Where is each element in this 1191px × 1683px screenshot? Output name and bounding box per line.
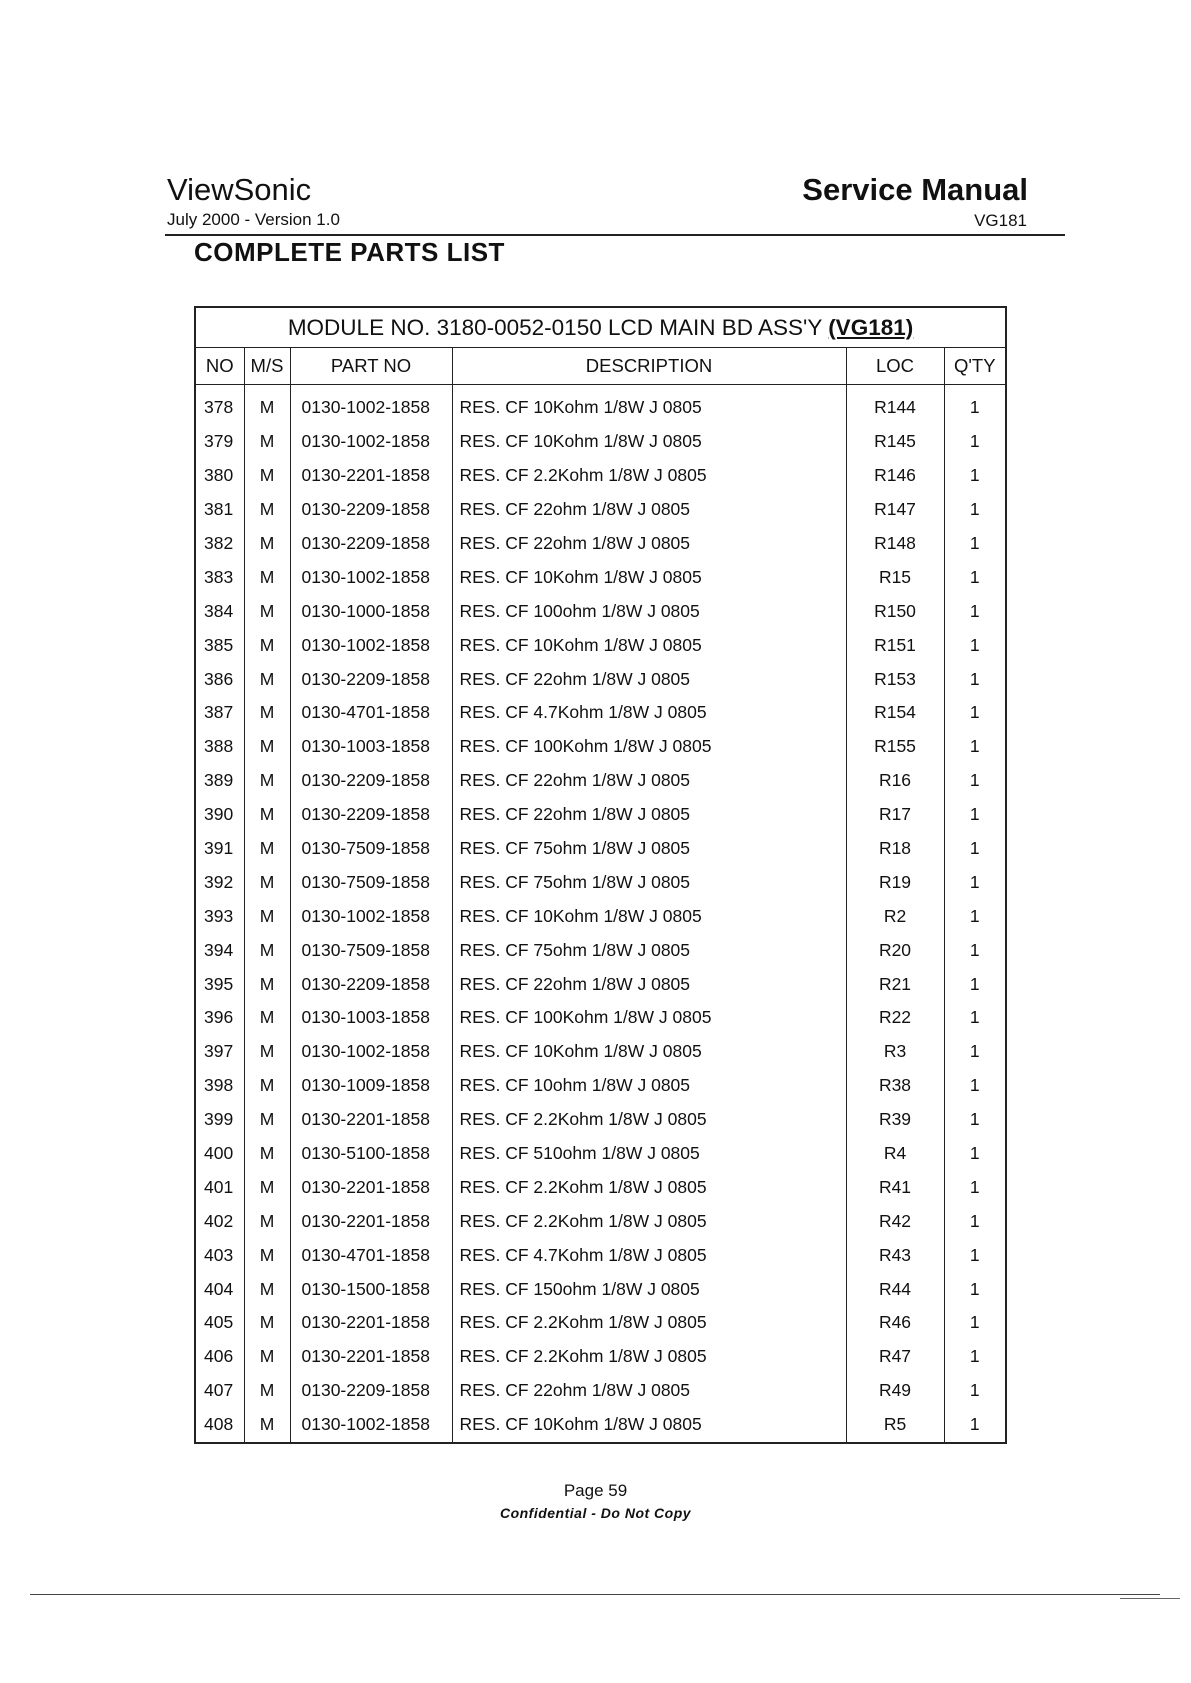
row-part-no: 0130-2209-1858 <box>290 662 452 696</box>
row-loc: R147 <box>846 493 944 527</box>
table-row <box>195 662 1006 696</box>
row-no: 405 <box>195 1306 244 1340</box>
row-description: RES. CF 10Kohm 1/8W J 0805 <box>452 425 846 459</box>
row-part-no: 0130-1002-1858 <box>290 628 452 662</box>
parts-table-body <box>195 385 1006 1443</box>
row-part-no: 0130-2209-1858 <box>290 493 452 527</box>
row-description: RES. CF 22ohm 1/8W J 0805 <box>452 662 846 696</box>
row-loc: R43 <box>846 1238 944 1272</box>
row-description: RES. CF 4.7Kohm 1/8W J 0805 <box>452 1238 846 1272</box>
row-qty: 1 <box>944 493 1006 527</box>
module-title <box>195 307 1006 348</box>
col-part-no: PART NO <box>290 348 452 385</box>
table-row <box>195 560 1006 594</box>
row-loc: R42 <box>846 1204 944 1238</box>
row-part-no: 0130-7509-1858 <box>290 832 452 866</box>
row-description: RES. CF 510ohm 1/8W J 0805 <box>452 1137 846 1171</box>
row-no: 407 <box>195 1374 244 1408</box>
row-ms: M <box>244 1069 290 1103</box>
confidential-notice: Confidential - Do Not Copy <box>499 1505 692 1521</box>
row-description: RES. CF 2.2Kohm 1/8W J 0805 <box>452 1170 846 1204</box>
row-part-no: 0130-2201-1858 <box>290 1103 452 1137</box>
row-part-no: 0130-4701-1858 <box>290 1238 452 1272</box>
row-part-no: 0130-1002-1858 <box>290 560 452 594</box>
row-loc: R44 <box>846 1272 944 1306</box>
row-no: 395 <box>195 967 244 1001</box>
row-no: 380 <box>195 459 244 493</box>
col-qty: Q'TY <box>944 348 1006 385</box>
row-ms: M <box>244 798 290 832</box>
row-no: 382 <box>195 527 244 561</box>
col-ms: M/S <box>244 348 290 385</box>
row-qty: 1 <box>944 1103 1006 1137</box>
row-qty: 1 <box>944 764 1006 798</box>
row-ms: M <box>244 662 290 696</box>
row-description: RES. CF 4.7Kohm 1/8W J 0805 <box>452 696 846 730</box>
row-ms: M <box>244 628 290 662</box>
column-header-row <box>195 348 1006 385</box>
row-qty: 1 <box>944 1408 1006 1443</box>
row-ms: M <box>244 1272 290 1306</box>
row-ms: M <box>244 594 290 628</box>
header-divider <box>165 234 1065 236</box>
table-row <box>195 798 1006 832</box>
row-no: 379 <box>195 425 244 459</box>
row-no: 403 <box>195 1238 244 1272</box>
row-description: RES. CF 2.2Kohm 1/8W J 0805 <box>452 1204 846 1238</box>
table-row <box>195 1408 1006 1443</box>
table-row <box>195 385 1006 425</box>
row-description: RES. CF 10Kohm 1/8W J 0805 <box>452 1408 846 1443</box>
row-description: RES. CF 22ohm 1/8W J 0805 <box>452 764 846 798</box>
row-loc: R19 <box>846 865 944 899</box>
row-part-no: 0130-7509-1858 <box>290 865 452 899</box>
row-description: RES. CF 10ohm 1/8W J 0805 <box>452 1069 846 1103</box>
row-no: 406 <box>195 1340 244 1374</box>
row-description: RES. CF 2.2Kohm 1/8W J 0805 <box>452 1340 846 1374</box>
row-no: 397 <box>195 1035 244 1069</box>
row-ms: M <box>244 1001 290 1035</box>
table-row <box>195 425 1006 459</box>
row-qty: 1 <box>944 1238 1006 1272</box>
row-ms: M <box>244 832 290 866</box>
module-header-row <box>195 307 1006 348</box>
row-description: RES. CF 2.2Kohm 1/8W J 0805 <box>452 1306 846 1340</box>
row-loc: R2 <box>846 899 944 933</box>
row-no: 394 <box>195 933 244 967</box>
table-row <box>195 459 1006 493</box>
row-loc: R16 <box>846 764 944 798</box>
row-part-no: 0130-1002-1858 <box>290 1408 452 1443</box>
row-qty: 1 <box>944 832 1006 866</box>
row-qty: 1 <box>944 1001 1006 1035</box>
row-no: 390 <box>195 798 244 832</box>
row-no: 387 <box>195 696 244 730</box>
row-ms: M <box>244 527 290 561</box>
row-loc: R154 <box>846 696 944 730</box>
row-qty: 1 <box>944 1170 1006 1204</box>
table-row <box>195 1204 1006 1238</box>
row-part-no: 0130-2209-1858 <box>290 1374 452 1408</box>
row-description: RES. CF 22ohm 1/8W J 0805 <box>452 493 846 527</box>
row-part-no: 0130-2201-1858 <box>290 1340 452 1374</box>
row-loc: R148 <box>846 527 944 561</box>
row-description: RES. CF 100Kohm 1/8W J 0805 <box>452 730 846 764</box>
col-no: NO <box>195 348 244 385</box>
row-loc: R3 <box>846 1035 944 1069</box>
row-qty: 1 <box>944 1340 1006 1374</box>
row-qty: 1 <box>944 1069 1006 1103</box>
row-loc: R41 <box>846 1170 944 1204</box>
table-row <box>195 899 1006 933</box>
section-title: COMPLETE PARTS LIST <box>194 237 505 267</box>
table-row <box>195 730 1006 764</box>
table-row <box>195 1001 1006 1035</box>
col-description: DESCRIPTION <box>452 348 846 385</box>
row-no: 386 <box>195 662 244 696</box>
row-description: RES. CF 75ohm 1/8W J 0805 <box>452 865 846 899</box>
row-loc: R17 <box>846 798 944 832</box>
row-ms: M <box>244 1374 290 1408</box>
row-loc: R153 <box>846 662 944 696</box>
row-qty: 1 <box>944 385 1006 425</box>
footer-divider <box>30 1594 1160 1595</box>
table-row <box>195 594 1006 628</box>
row-no: 388 <box>195 730 244 764</box>
row-qty: 1 <box>944 730 1006 764</box>
row-qty: 1 <box>944 933 1006 967</box>
table-row <box>195 493 1006 527</box>
model-number: VG181 <box>974 211 1027 230</box>
row-part-no: 0130-2201-1858 <box>290 1306 452 1340</box>
row-ms: M <box>244 1238 290 1272</box>
row-loc: R38 <box>846 1069 944 1103</box>
row-part-no: 0130-1000-1858 <box>290 594 452 628</box>
row-ms: M <box>244 425 290 459</box>
row-no: 389 <box>195 764 244 798</box>
row-no: 400 <box>195 1137 244 1171</box>
row-qty: 1 <box>944 899 1006 933</box>
row-qty: 1 <box>944 967 1006 1001</box>
row-part-no: 0130-1002-1858 <box>290 425 452 459</box>
row-no: 408 <box>195 1408 244 1443</box>
row-description: RES. CF 22ohm 1/8W J 0805 <box>452 527 846 561</box>
row-qty: 1 <box>944 459 1006 493</box>
row-part-no: 0130-1002-1858 <box>290 1035 452 1069</box>
row-no: 391 <box>195 832 244 866</box>
table-row <box>195 832 1006 866</box>
row-loc: R21 <box>846 967 944 1001</box>
row-loc: R145 <box>846 425 944 459</box>
row-description: RES. CF 75ohm 1/8W J 0805 <box>452 933 846 967</box>
row-loc: R5 <box>846 1408 944 1443</box>
module-prefix: MODULE NO. 3180-0052-0150 LCD MAIN BD ASS'Y <box>287 314 829 340</box>
row-part-no: 0130-2201-1858 <box>290 459 452 493</box>
row-ms: M <box>244 764 290 798</box>
row-qty: 1 <box>944 1204 1006 1238</box>
row-no: 383 <box>195 560 244 594</box>
row-part-no: 0130-1009-1858 <box>290 1069 452 1103</box>
row-description: RES. CF 22ohm 1/8W J 0805 <box>452 967 846 1001</box>
table-row <box>195 527 1006 561</box>
row-loc: R144 <box>846 385 944 425</box>
row-part-no: 0130-2209-1858 <box>290 764 452 798</box>
row-qty: 1 <box>944 1137 1006 1171</box>
row-description: RES. CF 150ohm 1/8W J 0805 <box>452 1272 846 1306</box>
row-ms: M <box>244 967 290 1001</box>
row-qty: 1 <box>944 1272 1006 1306</box>
row-part-no: 0130-2201-1858 <box>290 1204 452 1238</box>
table-row <box>195 1306 1006 1340</box>
row-description: RES. CF 75ohm 1/8W J 0805 <box>452 832 846 866</box>
row-loc: R18 <box>846 832 944 866</box>
table-row <box>195 628 1006 662</box>
row-qty: 1 <box>944 1035 1006 1069</box>
row-loc: R146 <box>846 459 944 493</box>
row-description: RES. CF 2.2Kohm 1/8W J 0805 <box>452 1103 846 1137</box>
row-ms: M <box>244 1340 290 1374</box>
row-no: 378 <box>195 385 244 425</box>
row-no: 384 <box>195 594 244 628</box>
row-ms: M <box>244 933 290 967</box>
row-no: 385 <box>195 628 244 662</box>
row-ms: M <box>244 1204 290 1238</box>
row-part-no: 0130-5100-1858 <box>290 1137 452 1171</box>
row-part-no: 0130-1002-1858 <box>290 899 452 933</box>
footer-divider-short <box>1120 1598 1180 1599</box>
row-description: RES. CF 22ohm 1/8W J 0805 <box>452 798 846 832</box>
col-loc: LOC <box>846 348 944 385</box>
row-no: 401 <box>195 1170 244 1204</box>
row-qty: 1 <box>944 865 1006 899</box>
row-ms: M <box>244 1035 290 1069</box>
row-description: RES. CF 100Kohm 1/8W J 0805 <box>452 1001 846 1035</box>
row-loc: R15 <box>846 560 944 594</box>
row-ms: M <box>244 1170 290 1204</box>
table-row <box>195 1374 1006 1408</box>
row-ms: M <box>244 459 290 493</box>
table-row <box>195 1170 1006 1204</box>
row-part-no: 0130-1003-1858 <box>290 1001 452 1035</box>
row-description: RES. CF 10Kohm 1/8W J 0805 <box>452 560 846 594</box>
parts-table <box>194 306 1007 1444</box>
table-row <box>195 1340 1006 1374</box>
row-loc: R4 <box>846 1137 944 1171</box>
row-description: RES. CF 22ohm 1/8W J 0805 <box>452 1374 846 1408</box>
row-ms: M <box>244 696 290 730</box>
row-description: RES. CF 10Kohm 1/8W J 0805 <box>452 628 846 662</box>
row-part-no: 0130-2209-1858 <box>290 527 452 561</box>
date-version: July 2000 - Version 1.0 <box>167 210 340 229</box>
table-row <box>195 696 1006 730</box>
row-description: RES. CF 10Kohm 1/8W J 0805 <box>452 899 846 933</box>
row-ms: M <box>244 865 290 899</box>
row-loc: R47 <box>846 1340 944 1374</box>
row-ms: M <box>244 385 290 425</box>
row-loc: R46 <box>846 1306 944 1340</box>
row-no: 402 <box>195 1204 244 1238</box>
row-loc: R151 <box>846 628 944 662</box>
row-description: RES. CF 10Kohm 1/8W J 0805 <box>452 1035 846 1069</box>
brand-name: ViewSonic <box>167 172 312 207</box>
row-description: RES. CF 100ohm 1/8W J 0805 <box>452 594 846 628</box>
row-loc: R155 <box>846 730 944 764</box>
table-row <box>195 1238 1006 1272</box>
row-qty: 1 <box>944 628 1006 662</box>
row-part-no: 0130-1500-1858 <box>290 1272 452 1306</box>
row-ms: M <box>244 1137 290 1171</box>
row-part-no: 0130-2201-1858 <box>290 1170 452 1204</box>
row-part-no: 0130-7509-1858 <box>290 933 452 967</box>
table-row <box>195 1137 1006 1171</box>
module-model: (VG181) <box>828 314 914 340</box>
row-loc: R20 <box>846 933 944 967</box>
row-qty: 1 <box>944 696 1006 730</box>
row-qty: 1 <box>944 798 1006 832</box>
row-ms: M <box>244 899 290 933</box>
row-ms: M <box>244 493 290 527</box>
table-row <box>195 764 1006 798</box>
row-loc: R49 <box>846 1374 944 1408</box>
row-part-no: 0130-1002-1858 <box>290 385 452 425</box>
row-no: 399 <box>195 1103 244 1137</box>
row-no: 392 <box>195 865 244 899</box>
row-qty: 1 <box>944 425 1006 459</box>
row-ms: M <box>244 1103 290 1137</box>
row-loc: R150 <box>846 594 944 628</box>
row-no: 393 <box>195 899 244 933</box>
row-no: 404 <box>195 1272 244 1306</box>
row-loc: R22 <box>846 1001 944 1035</box>
table-row <box>195 967 1006 1001</box>
page-number: Page 59 <box>563 1481 628 1500</box>
row-ms: M <box>244 730 290 764</box>
row-qty: 1 <box>944 594 1006 628</box>
row-description: RES. CF 10Kohm 1/8W J 0805 <box>452 385 846 425</box>
row-part-no: 0130-1003-1858 <box>290 730 452 764</box>
row-description: RES. CF 2.2Kohm 1/8W J 0805 <box>452 459 846 493</box>
row-no: 381 <box>195 493 244 527</box>
row-qty: 1 <box>944 527 1006 561</box>
table-row <box>195 1103 1006 1137</box>
row-part-no: 0130-4701-1858 <box>290 696 452 730</box>
table-row <box>195 1035 1006 1069</box>
row-qty: 1 <box>944 1306 1006 1340</box>
table-row <box>195 1069 1006 1103</box>
row-qty: 1 <box>944 662 1006 696</box>
table-row <box>195 865 1006 899</box>
row-part-no: 0130-2209-1858 <box>290 967 452 1001</box>
table-row <box>195 933 1006 967</box>
row-ms: M <box>244 1408 290 1443</box>
row-no: 398 <box>195 1069 244 1103</box>
row-part-no: 0130-2209-1858 <box>290 798 452 832</box>
row-ms: M <box>244 560 290 594</box>
row-qty: 1 <box>944 560 1006 594</box>
row-no: 396 <box>195 1001 244 1035</box>
manual-title: Service Manual <box>802 172 1028 207</box>
row-qty: 1 <box>944 1374 1006 1408</box>
row-loc: R39 <box>846 1103 944 1137</box>
table-row <box>195 1272 1006 1306</box>
row-ms: M <box>244 1306 290 1340</box>
